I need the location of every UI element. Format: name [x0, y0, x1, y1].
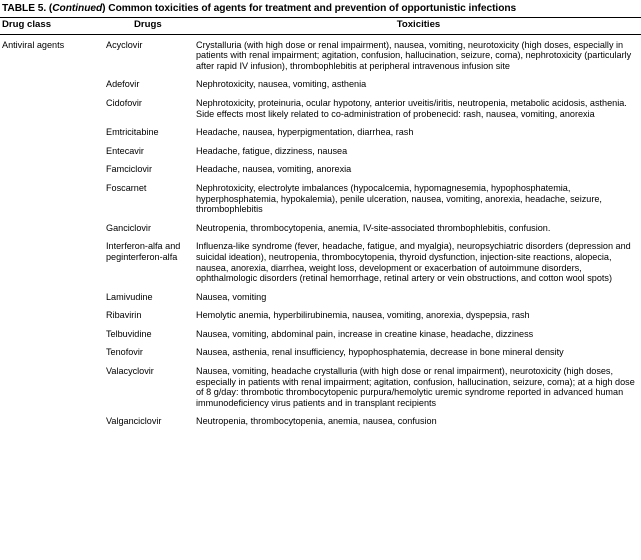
toxicity-text: Nausea, asthenia, renal insufficiency, hypophosphatemia, decrease in bone mineral density	[196, 347, 564, 358]
drug-name: Famciclovir	[106, 164, 152, 175]
cell-drug-class	[0, 362, 104, 412]
table-row	[0, 412, 641, 431]
cell-drug-name	[104, 35, 196, 76]
table-title-suffix: ) Common toxicities of agents for treatment and prevention of opportunistic infections	[102, 3, 517, 14]
cell-toxicity	[196, 325, 641, 344]
drug-name: Ribavirin	[106, 310, 142, 321]
table-title-continued: Continued	[52, 3, 103, 14]
cell-drug-class	[0, 35, 104, 76]
drug-name: Emtricitabine	[106, 127, 159, 138]
table-row	[0, 75, 641, 94]
table-row	[0, 94, 641, 123]
table-row	[0, 237, 641, 287]
drug-name: Telbuvidine	[106, 328, 152, 339]
cell-drug-class	[0, 160, 104, 179]
drug-name: Tenofovir	[106, 347, 143, 358]
toxicity-text: Influenza-like syndrome (fever, headache, fatigue, and myalgia), neuropsychiatric disorders (depression and suicidal ideation), neutropenia, thrombocytopenia, thyroid dysfunction, injection-site reactions, alopecia, nausea, anorexia, diarrhea, weight loss, development or exacerbation of autoimmune disorders, ophthalmologic disorders (retinal hemorrhage, retinal artery or vein obstructions, and cotton wool spots)	[196, 241, 631, 284]
toxicity-text: Headache, nausea, hyperpigmentation, diarrhea, rash	[196, 127, 414, 138]
cell-toxicity	[196, 160, 641, 179]
cell-drug-class	[0, 288, 104, 307]
toxicity-text: Crystalluria (with high dose or renal impairment), nausea, vomiting, neurotoxicity (high doses, especially in patients with renal impairment; agitation, confusion, hallucination, seizure, coma), nephrotoxicity (particularly after rapid IV infusion), thrombophlebitis at peripheral intravenous infusion site	[196, 39, 632, 71]
cell-drug-name	[104, 412, 196, 431]
table-row	[0, 219, 641, 238]
table-row	[0, 288, 641, 307]
toxicity-text: Hemolytic anemia, hyperbilirubinemia, nausea, vomiting, anorexia, dyspepsia, rash	[196, 310, 530, 321]
toxicity-text: Nephrotoxicity, proteinuria, ocular hypotony, anterior uveitis/iritis, neutropenia, metabolic acidosis, asthenia. Side effects most likely related to co-administration of probenecid: rash, nausea, vomiting, anorexia	[196, 97, 627, 119]
cell-drug-name	[104, 343, 196, 362]
cell-toxicity	[196, 237, 641, 287]
cell-drug-name	[104, 142, 196, 161]
toxicity-text: Nausea, vomiting	[196, 291, 267, 302]
cell-toxicity	[196, 123, 641, 142]
cell-drug-class	[0, 94, 104, 123]
cell-toxicity	[196, 219, 641, 238]
toxicities-table-body	[0, 35, 641, 431]
toxicity-text: Nephrotoxicity, electrolyte imbalances (hypocalcemia, hypomagnesemia, hypophosphatemia, hyperphosphatemia, hypokalemia), penile ulceration, nausea, vomiting, anorexia, headache, seizure, thrombophlebitis	[196, 182, 602, 215]
cell-drug-name	[104, 325, 196, 344]
table-row	[0, 362, 641, 412]
drug-name: Adefovir	[106, 79, 140, 90]
table-row	[0, 179, 641, 219]
cell-drug-name	[104, 179, 196, 219]
cell-drug-class	[0, 325, 104, 344]
cell-toxicity	[196, 75, 641, 94]
toxicity-text: Neutropenia, thrombocytopenia, anemia, nausea, confusion	[196, 416, 437, 427]
drug-name: Ganciclovir	[106, 222, 151, 233]
toxicity-text: Headache, nausea, vomiting, anorexia	[196, 164, 352, 175]
column-header-drugs: Drugs	[134, 19, 162, 30]
cell-toxicity	[196, 94, 641, 123]
drug-name: Interferon-alfa and peginterferon-alfa	[106, 241, 181, 262]
cell-drug-name	[104, 306, 196, 325]
cell-toxicity	[196, 35, 641, 76]
cell-drug-name	[104, 237, 196, 287]
cell-drug-name	[104, 160, 196, 179]
table-title	[0, 0, 641, 17]
cell-toxicity	[196, 142, 641, 161]
cell-drug-class	[0, 237, 104, 287]
drug-name: Valacyclovir	[106, 366, 154, 377]
cell-toxicity	[196, 288, 641, 307]
table-header	[0, 18, 641, 34]
cell-drug-class	[0, 219, 104, 238]
toxicity-text: Nausea, vomiting, abdominal pain, increase in creatine kinase, headache, dizziness	[196, 328, 534, 339]
toxicity-text: Nausea, vomiting, headache crystalluria (with high dose or renal impairment), neurotoxicity (high doses, especially in patients with renal impairment; agitation, confusion, hallucination, seizure, coma); at a high dose of 8 g/day: thrombotic thrombocytopenic purpura/hemolytic uremic syndrome reported in advanced human immunodeficiency virus patients and in transplant recipients	[196, 366, 635, 408]
table-row	[0, 325, 641, 344]
table-row	[0, 160, 641, 179]
cell-drug-class	[0, 75, 104, 94]
table-row	[0, 142, 641, 161]
cell-drug-class	[0, 306, 104, 325]
cell-toxicity	[196, 306, 641, 325]
cell-drug-name	[104, 94, 196, 123]
column-header-toxicities: Toxicities	[396, 19, 441, 30]
cell-drug-name	[104, 288, 196, 307]
table-body	[0, 35, 641, 431]
drug-name: Entecavir	[106, 145, 144, 156]
table-title-prefix: TABLE 5. (	[2, 3, 53, 14]
drug-name: Valganciclovir	[106, 416, 162, 427]
drug-name: Foscarnet	[106, 182, 147, 193]
cell-drug-class	[0, 343, 104, 362]
cell-toxicity	[196, 362, 641, 412]
drug-name: Lamivudine	[106, 291, 153, 302]
drug-class-label: Antiviral agents	[2, 39, 65, 50]
table-row	[0, 343, 641, 362]
cell-drug-name	[104, 75, 196, 94]
table-row	[0, 306, 641, 325]
cell-drug-class	[0, 179, 104, 219]
drug-name: Cidofovir	[106, 97, 142, 108]
cell-drug-class	[0, 123, 104, 142]
table-row	[0, 35, 641, 76]
table-row	[0, 123, 641, 142]
cell-drug-class	[0, 412, 104, 431]
toxicity-text: Nephrotoxicity, nausea, vomiting, asthenia	[196, 79, 367, 90]
toxicity-text: Neutropenia, thrombocytopenia, anemia, IV-site-associated thrombophlebitis, confusion.	[196, 222, 551, 233]
drug-name: Acyclovir	[106, 39, 143, 50]
cell-drug-name	[104, 123, 196, 142]
cell-toxicity	[196, 179, 641, 219]
toxicity-text: Headache, fatigue, dizziness, nausea	[196, 145, 348, 156]
cell-drug-name	[104, 362, 196, 412]
column-header-drug-class: Drug class	[2, 19, 52, 30]
toxicities-table	[0, 18, 641, 34]
cell-toxicity	[196, 343, 641, 362]
cell-toxicity	[196, 412, 641, 431]
header-row	[0, 18, 641, 34]
cell-drug-class	[0, 142, 104, 161]
cell-drug-name	[104, 219, 196, 238]
